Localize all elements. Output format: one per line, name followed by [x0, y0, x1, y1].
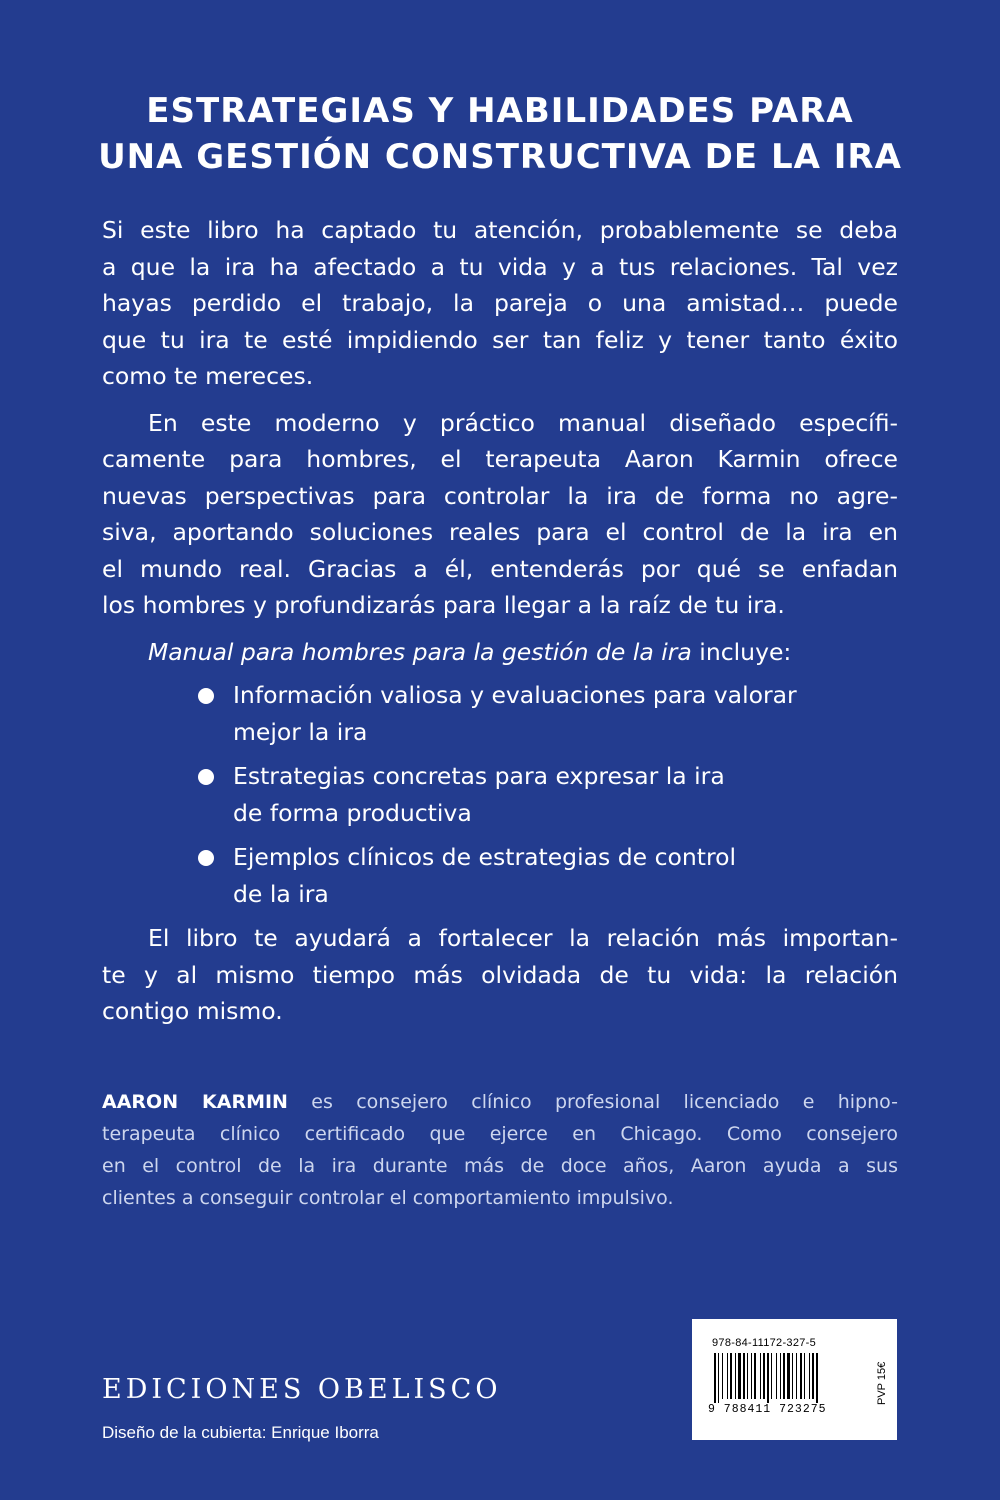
text-line: siva, aportando soluciones reales para el control de la ira en — [102, 518, 898, 546]
barcode-digits: 9 788411 723275 — [708, 1403, 827, 1416]
text-line: Si este libro ha captado tu atención, probablemente se deba — [102, 216, 898, 244]
bio-line: clientes a conseguir controlar el comportamiento impulsivo. — [102, 1187, 674, 1209]
headline-line-2: UNA GESTIÓN CONSTRUCTIVA DE LA IRA — [98, 137, 902, 177]
text-line: te y al mismo tiempo más olvidada de tu vida: la relación — [102, 960, 898, 989]
author-name: AARON KARMIN — [102, 1091, 288, 1113]
includes-list — [102, 677, 898, 912]
list-item-line: Estrategias concretas para expresar la ira — [233, 762, 725, 790]
list-item — [102, 839, 898, 912]
bio-line — [102, 1086, 898, 1118]
isbn-label: 978-84-11172-327-5 — [712, 1337, 817, 1349]
cover-design-credit: Diseño de la cubierta: Enrique Iborra — [102, 1423, 379, 1442]
paragraph-closing — [102, 920, 898, 1030]
list-item-line: de la ira — [233, 879, 329, 908]
headline-line-1: ESTRATEGIAS Y HABILIDADES PARA — [146, 91, 854, 131]
list-item — [102, 677, 898, 750]
paragraph-description — [102, 405, 898, 624]
text-line: a que la ira ha afectado a tu vida y a tus relaciones. Tal vez — [102, 252, 898, 281]
list-item-line: Ejemplos clínicos de estrategias de control — [233, 843, 737, 871]
list-item-line: mejor la ira — [233, 717, 368, 746]
barcode-sticker — [692, 1319, 897, 1440]
text-line: nuevas perspectivas para controlar la ira de forma no agre- — [102, 481, 898, 510]
headline — [60, 88, 940, 180]
paragraph-intro — [102, 212, 898, 395]
bullet-dot-icon — [198, 769, 214, 785]
text-line: El libro te ayudará a fortalecer la relación más importan- — [148, 924, 898, 952]
text-line: contigo mismo. — [102, 997, 283, 1025]
text-line: En este moderno y práctico manual diseñado específi- — [148, 408, 898, 437]
list-item-line: Información valiosa y evaluaciones para valorar — [233, 681, 797, 709]
publisher-logo: EDICIONES OBELISCO — [102, 1374, 502, 1405]
text-line: que tu ira te esté impidiendo ser tan feliz y tener tanto éxito — [102, 325, 898, 354]
text-line: camente para hombres, el terapeuta Aaron Karmin ofrece — [102, 445, 898, 473]
bullet-dot-icon — [198, 688, 214, 704]
list-item — [102, 758, 898, 831]
blurb — [102, 212, 898, 1030]
author-bio — [102, 1086, 898, 1214]
barcode-icon — [712, 1353, 868, 1403]
text-line: hayas perdido el trabajo, la pareja o una amistad… puede — [102, 289, 898, 317]
bio-line: en el control de la ira durante más de doce años, Aaron ayuda a sus — [102, 1155, 898, 1177]
list-item-line: de forma productiva — [233, 798, 472, 827]
text-line: el mundo real. Gracias a él, entenderás por qué se enfadan — [102, 554, 898, 583]
includes-intro — [102, 634, 898, 671]
book-title-italic: Manual para hombres para la gestión de la ira — [148, 637, 692, 666]
includes-suffix: incluye: — [691, 637, 792, 666]
bio-line: terapeuta clínico certificado que ejerce en Chicago. Como consejero — [102, 1123, 898, 1145]
bullet-dot-icon — [198, 850, 214, 866]
bio-line-text: es consejero clínico profesional licenciado e hipno- — [287, 1091, 898, 1113]
text-line: como te mereces. — [102, 362, 314, 390]
price-label: PVP 15€ — [876, 1361, 888, 1405]
text-line: los hombres y profundizarás para llegar a la raíz de tu ira. — [102, 591, 785, 619]
